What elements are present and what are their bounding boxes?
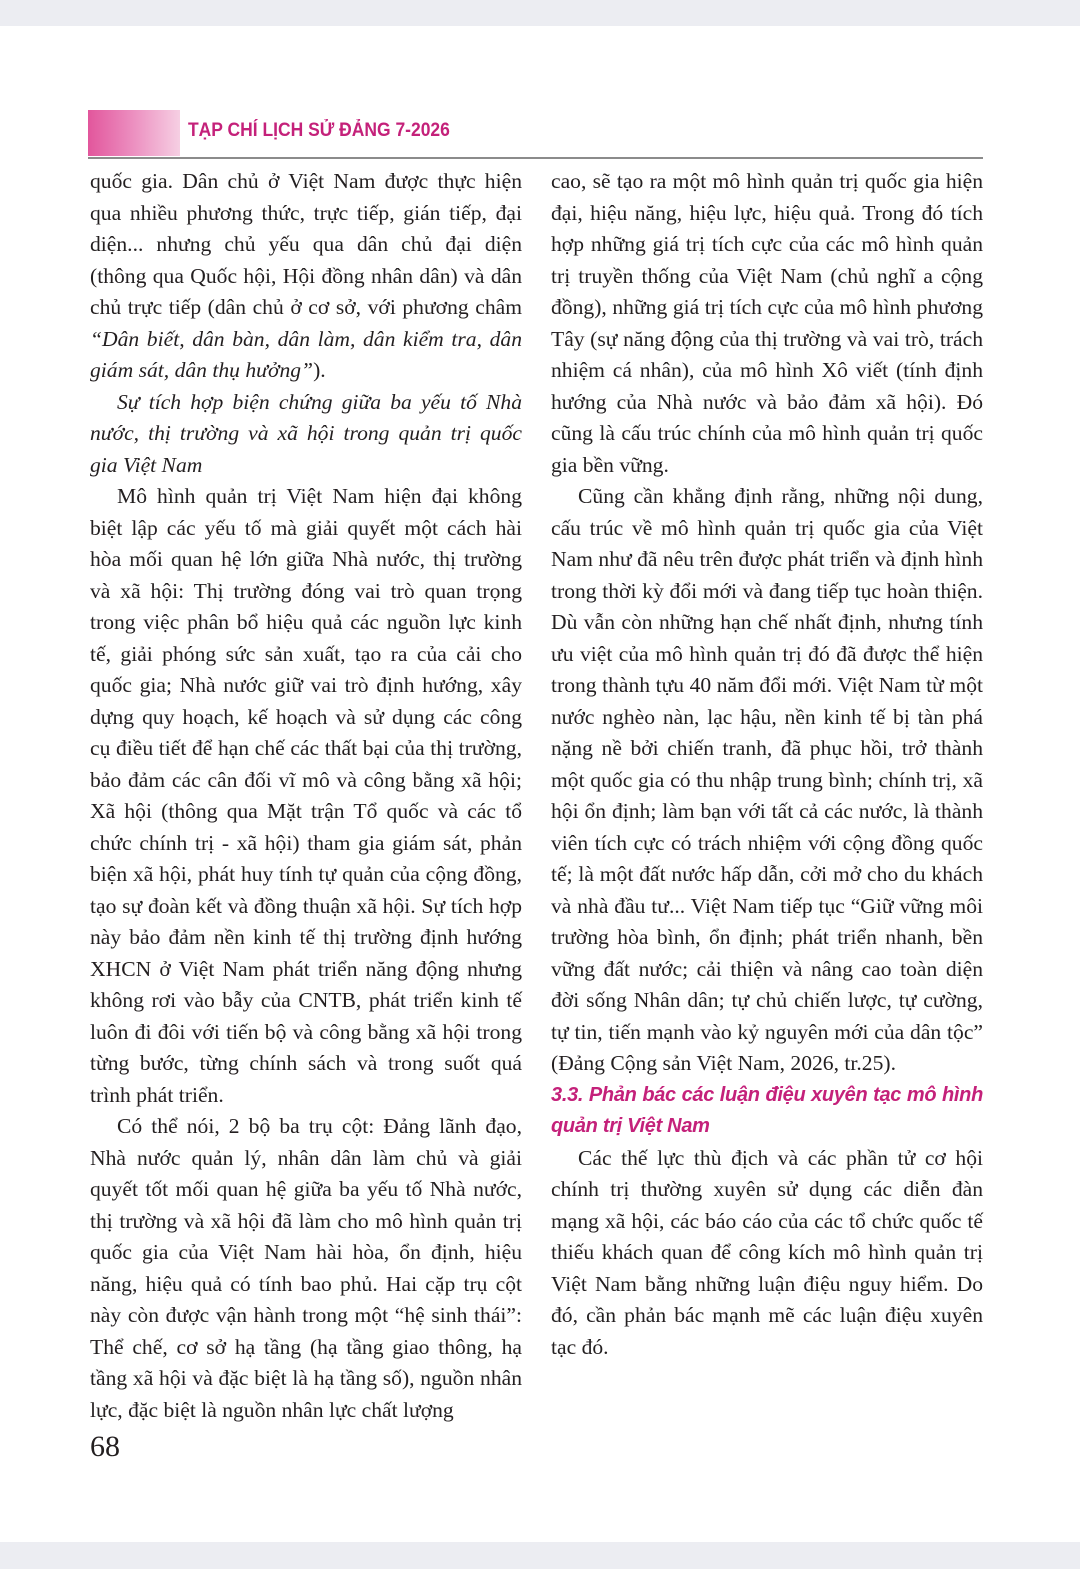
journal-title: TẠP CHÍ LỊCH SỬ ĐẢNG 7-2026 — [188, 120, 450, 141]
paragraph: Các thế lực thù địch và các phần tử cơ hội chính trị thường xuyên sử dụng các diễn đàn mạng xã hội, các báo cáo của các tổ chức quốc tế thiếu khách quan để công kích mô hình quản trị Việt Nam bằng những luận điệu nguy hiểm. Do đó, cần phản bác mạnh mẽ các luận điệu xuyên tạc đó. — [551, 1145, 983, 1359]
running-header — [88, 110, 983, 156]
right-column — [551, 166, 983, 1363]
section-heading: 3.3. Phản bác các luận điệu xuyên tạc mô hình quản trị Việt Nam — [551, 1083, 983, 1137]
left-column — [90, 166, 522, 1426]
paragraph: Có thể nói, 2 bộ ba trụ cột: Đảng lãnh đạo, Nhà nước quản lý, nhân dân làm chủ và giải quyết tốt mối quan hệ giữa ba yếu tố Nhà nước, thị trường và xã hội đã làm cho mô hình quản trị quốc gia của Việt Nam hài hòa, ổn định, hiệu năng, hiệu quả có tính bao phủ. Hai cặp trụ cột này còn được vận hành trong một “hệ sinh thái”: Thể chế, cơ sở hạ tầng (hạ tầng giao thông, hạ tầng xã hội và đặc biệt là hạ tầng số), nguồn nhân lực, đặc biệt là nguồn nhân lực chất lượng — [90, 1114, 522, 1422]
paragraph: cao, sẽ tạo ra một mô hình quản trị quốc gia hiện đại, hiệu năng, hiệu lực, hiệu quả. Trong đó tích hợp những giá trị tích cực của các mô hình quản trị truyền thống của Việt Nam (chủ nghĩ a cộng đồng), những giá trị tích cực của mô hình phương Tây (sự năng động của thị trường và vai trò, trách nhiệm cá nhân), của mô hình Xô viết (tính định hướng của Nhà nước và bảo đảm xã hội). Đó cũng là cấu trúc chính của mô hình quản trị quốc gia bền vững. — [551, 169, 983, 477]
header-rule — [88, 157, 983, 159]
page-number: 68 — [90, 1430, 120, 1463]
paragraph: Mô hình quản trị Việt Nam hiện đại không biệt lập các yếu tố mà giải quyết một cách hài hòa mối quan hệ lớn giữa Nhà nước, thị trường và xã hội: Thị trường đóng vai trò quan trọng trong việc phân bổ hiệu quả các nguồn lực kinh tế, giải phóng sức sản xuất, tạo ra của cải cho quốc gia; Nhà nước giữ vai trò định hướng, xây dựng quy hoạch, kế hoạch và sử dụng các công cụ điều tiết để hạn chế các thất bại của thị trường, bảo đảm các cân đối vĩ mô và công bằng xã hội; Xã hội (thông qua Mặt trận Tổ quốc và các tổ chức chính trị - xã hội) tham gia giám sát, phản biện xã hội, phát huy tính tự quản của cộng đồng, tạo sự đoàn kết và đồng thuận xã hội. Sự tích hợp này bảo đảm nền kinh tế thị trường định hướng XHCN ở Việt Nam phát triển năng động nhưng không rơi vào bẫy của CNTB, phát triển kinh tế luôn đi đôi với tiến bộ và công bằng xã hội trong từng bước, từng chính sách và trong suốt quá trình phát triển. — [90, 484, 522, 1107]
paragraph-text-end: ). — [313, 358, 326, 382]
paragraph: Cũng cần khẳng định rằng, những nội dung, cấu trúc về mô hình quản trị quốc gia của Việt Nam như đã nêu trên được phát triển và định hình trong thời kỳ đổi mới và đang tiếp tục hoàn thiện. Dù vẫn còn những hạn chế nhất định, nhưng tính ưu việt của mô hình quản trị đó đã được thể hiện trong thành tựu 40 năm đổi mới. Việt Nam từ một nước nghèo nàn, lạc hậu, nền kinh tế bị tàn phá nặng nề bởi chiến tranh, đã phục hồi, trở thành một quốc gia có thu nhập trung bình; chính trị, xã hội ổn định; làm bạn với tất cả các nước, là thành viên tích cực có trách nhiệm với cộng đồng quốc tế; là một đất nước hấp dẫn, cởi mở cho du khách và nhà đầu tư... Việt Nam tiếp tục “Giữ vững môi trường hòa bình, ổn định; phát triển nhanh, bền vững đất nước; cải thiện và nâng cao toàn diện đời sống Nhân dân; tự chủ chiến lược, tự cường, tự tin, tiến mạnh vào kỷ nguyên mới của dân tộc” (Đảng Cộng sản Việt Nam, 2026, tr.25). — [551, 484, 983, 1075]
paragraph — [90, 166, 522, 387]
subheading: Sự tích hợp biện chứng giữa ba yếu tố Nhà nước, thị trường và xã hội trong quản trị quốc gia Việt Nam — [90, 389, 522, 477]
quoted-motto: “Dân biết, dân bàn, dân làm, dân kiểm tra, dân giám sát, dân thụ hưởng” — [90, 326, 522, 382]
header-color-band — [88, 110, 180, 156]
paragraph-text: quốc gia. Dân chủ ở Việt Nam được thực hiện qua nhiều phương thức, trực tiếp, gián tiếp, đại diện... nhưng chủ yếu qua dân chủ đại diện (thông qua Quốc hội, Hội đồng nhân dân) và dân chủ trực tiếp (dân chủ ở cơ sở, với phương châm — [90, 169, 522, 319]
